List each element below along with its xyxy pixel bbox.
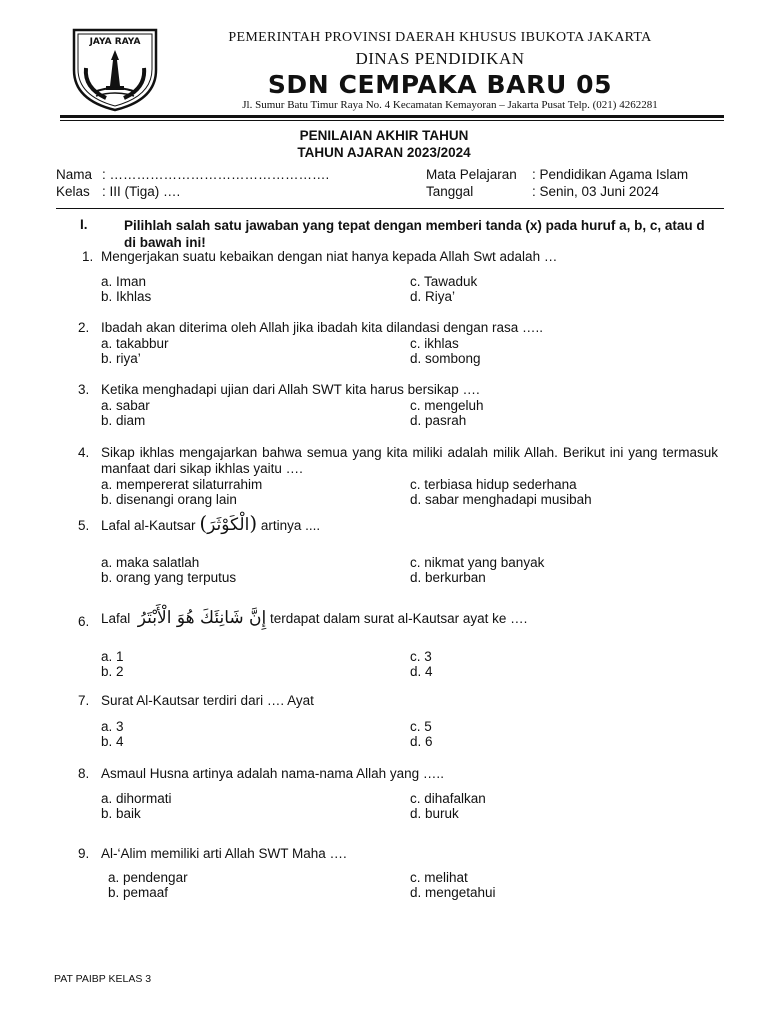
info-rule [56, 208, 724, 209]
question-text [101, 511, 321, 535]
option-b: b. 4 [101, 734, 124, 749]
option-c: c. mengeluh [410, 398, 484, 413]
name-field: : …………………………………………. [102, 167, 330, 182]
option-b: b. disenangi orang lain [101, 492, 237, 507]
option-c: c. ikhlas [410, 336, 459, 351]
subject-field: : Pendidikan Agama Islam [532, 167, 689, 182]
option-b: b. pemaaf [108, 885, 169, 900]
option-c: c. dihafalkan [410, 791, 486, 806]
option-d: d. Riya’ [410, 289, 456, 304]
option-d: d. sombong [410, 351, 481, 366]
option-d: d. pasrah [410, 413, 467, 428]
question-text-after: terdapat dalam surat al-Kautsar ayat ke …. [270, 611, 528, 626]
question-text: Asmaul Husna artinya adalah nama-nama Allah yang ….. [101, 766, 444, 781]
question-number: 1. [82, 249, 94, 264]
date-label: Tanggal [426, 184, 474, 199]
question-number: 2. [78, 320, 90, 335]
arabic-verse: إِنَّ شَانِئَكَ هُوَ الْأَبْتَرُ [137, 608, 267, 628]
option-b: b. 2 [101, 664, 124, 679]
option-d: d. mengetahui [410, 885, 496, 900]
question-text: Sikap ikhlas mengajarkan bahwa semua yang kita miliki adalah milik Allah. Berikut ini yang termasuk manfaat dari sikap ikhlas yaitu …. [101, 445, 718, 476]
section-number: I. [80, 217, 88, 232]
option-b: b. diam [101, 413, 146, 428]
option-c: c. 5 [410, 719, 432, 734]
subject-label: Mata Pelajaran [426, 167, 517, 182]
question-number: 8. [78, 766, 90, 781]
option-a: a. 1 [101, 649, 124, 664]
question-number: 9. [78, 846, 90, 861]
option-c: c. melihat [410, 870, 468, 885]
option-d: d. sabar menghadapi musibah [410, 492, 592, 507]
option-a: a. mempererat silaturrahim [101, 477, 263, 492]
question-number: 5. [78, 518, 90, 533]
question-5 [0, 511, 768, 539]
option-c: c. Tawaduk [410, 274, 478, 289]
option-a: a. dihormati [101, 791, 172, 806]
option-d: d. 4 [410, 664, 433, 679]
option-a: a. maka salatlah [101, 555, 200, 570]
school-address: Jl. Sumur Batu Timur Raya No. 4 Kecamatan Kemayoran – Jakarta Pusat Telp. (021) 4262281 [242, 99, 658, 111]
option-b: b. riya’ [101, 351, 141, 366]
question-number: 3. [78, 382, 90, 397]
option-b: b. baik [101, 806, 141, 821]
question-number: 6. [78, 614, 90, 629]
option-a: a. pendengar [108, 870, 188, 885]
option-a: a. Iman [101, 274, 147, 289]
question-text-before: Lafal [101, 611, 131, 626]
option-c: c. terbiasa hidup sederhana [410, 477, 577, 492]
question-text: Mengerjakan suatu kebaikan dengan niat hanya kepada Allah Swt adalah … [101, 249, 558, 264]
option-a: a. 3 [101, 719, 124, 734]
close-paren: ) [249, 511, 258, 535]
question-text: Ibadah akan diterima oleh Allah jika ibadah kita dilandasi dengan rasa ….. [101, 320, 544, 335]
question-text: Surat Al-Kautsar terdiri dari …. Ayat [101, 693, 314, 708]
school-name: SDN CEMPAKA BARU 05 [267, 70, 613, 99]
exam-title: PENILAIAN AKHIR TAHUN [299, 128, 469, 143]
jakarta-emblem-logo [66, 26, 164, 112]
letterhead-rule-thick [60, 115, 724, 118]
question-number: 7. [78, 693, 90, 708]
page-footer: PAT PAIBP KELAS 3 [54, 973, 152, 985]
option-c: c. 3 [410, 649, 432, 664]
exam-year: TAHUN AJARAN 2023/2024 [297, 145, 471, 160]
question-text [101, 610, 527, 627]
class-field: : III (Tiga) …. [102, 184, 181, 199]
question-text-before: Lafal al-Kautsar [101, 518, 196, 533]
question-6 [0, 610, 768, 634]
question-text: Ketika menghadapi ujian dari Allah SWT kita harus bersikap …. [101, 382, 480, 397]
government-name: PEMERINTAH PROVINSI DAERAH KHUSUS IBUKOTA JAKARTA [228, 30, 652, 45]
option-b: b. Ikhlas [101, 289, 152, 304]
department-name: DINAS PENDIDIKAN [355, 49, 525, 68]
option-a: a. takabbur [101, 336, 169, 351]
open-paren: ( [199, 511, 208, 535]
question-number: 4. [78, 445, 90, 460]
option-d: d. buruk [410, 806, 459, 821]
date-field: : Senin, 03 Juni 2024 [532, 184, 659, 199]
option-a: a. sabar [101, 398, 150, 413]
section-instruction: Pilihlah salah satu jawaban yang tepat dengan memberi tanda (x) pada huruf a, b, c, atau d di bawah ini! [124, 218, 705, 250]
letterhead-rule-thin [60, 120, 724, 121]
option-d: d. berkurban [410, 570, 486, 585]
option-b: b. orang yang terputus [101, 570, 237, 585]
class-label: Kelas [56, 184, 90, 199]
svg-text:JAYA RAYA: JAYA RAYA [89, 37, 141, 47]
question-text-after: artinya .... [260, 518, 321, 533]
arabic-word: الْكَوْثَرَ [207, 515, 250, 535]
question-text: Al-‘Alim memiliki arti Allah SWT Maha …. [101, 846, 347, 861]
name-label: Nama [56, 167, 93, 182]
option-c: c. nikmat yang banyak [410, 555, 545, 570]
option-d: d. 6 [410, 734, 433, 749]
